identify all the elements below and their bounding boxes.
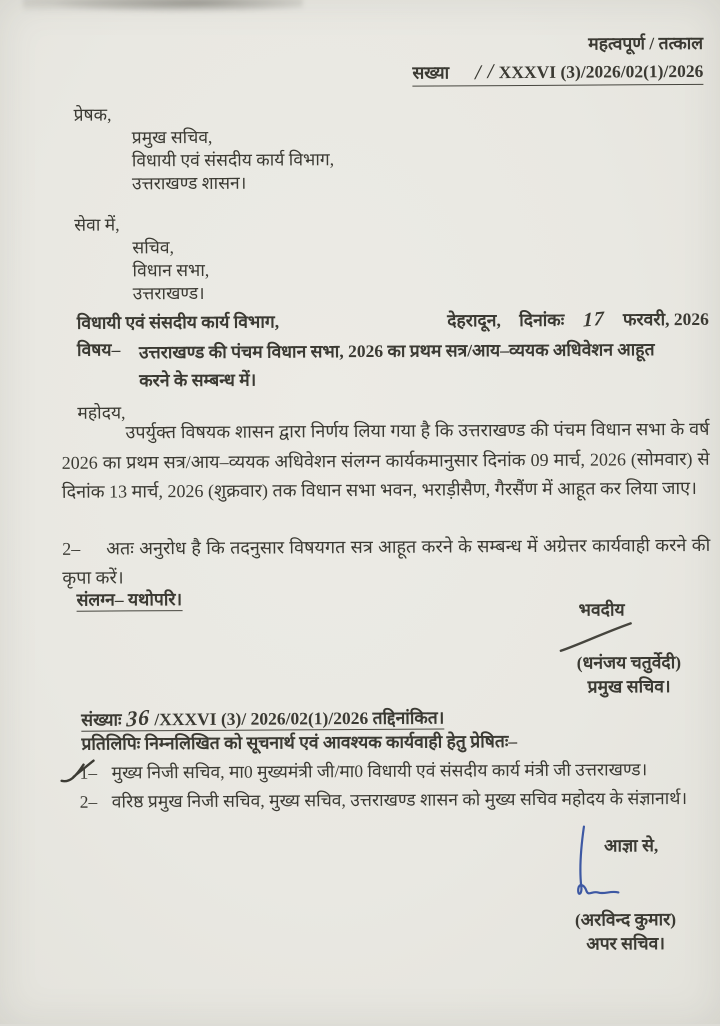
subject-text: उत्तराखण्ड की पंचम विधान सभा, 2026 का प्रथम सत्र/आय–व्ययक अधिवेशन आहूत करने के सम्बन्ध में। xyxy=(139,335,689,394)
sender-block xyxy=(74,102,335,196)
copy-item-1-number xyxy=(80,759,112,787)
copy-reference-number: /XXXVI (3)/ 2026/02(1)/2026 xyxy=(154,708,368,729)
signatory-2-name: (अरविन्द कुमार) xyxy=(532,907,718,932)
reference-label: सख्या xyxy=(412,62,449,82)
by-order-text: आज्ञा से, xyxy=(604,834,718,858)
recipient-line-3: उत्तराखण्ड। xyxy=(133,282,210,305)
top-edge-smudge xyxy=(23,0,303,16)
copy-reference-label: संख्याः xyxy=(81,709,121,729)
priority-marking: महत्वपूर्ण / तत्काल xyxy=(412,32,703,57)
paragraph-2-text: अतः अनुरोध है कि तदनुसार विषयगत सत्र आहूत करने के सम्बन्ध में अग्रेत्तर कार्यवाही करने की कृपा करें। xyxy=(62,535,710,588)
sender-line-1: प्रमुख सचिव, xyxy=(132,125,334,149)
copy-reference-underlined xyxy=(81,707,444,731)
sender-line-3: उत्तराखण्ड शासन। xyxy=(132,171,334,195)
paragraph-2-number: 2– xyxy=(62,539,80,559)
copy-item-1 xyxy=(80,755,708,787)
body-paragraph-2 xyxy=(62,531,710,593)
recipient-line-2: विधान सभा, xyxy=(132,259,209,282)
subject-label: विषय– xyxy=(77,338,139,394)
place: देहरादून, xyxy=(447,310,501,330)
copy-item-2-number xyxy=(80,788,112,816)
date-label: दिनांकः xyxy=(519,310,564,330)
handwritten-slashes: / / xyxy=(475,60,494,85)
copy-item-1-num-text: 1– xyxy=(80,763,98,783)
by-order-block xyxy=(532,826,719,956)
closing-word: भवदीय xyxy=(579,598,625,621)
department-date-line xyxy=(77,308,709,335)
recipient-label: सेवा में, xyxy=(74,213,209,237)
reference-number-line xyxy=(412,60,703,87)
recipient-line-1: सचिव, xyxy=(132,236,209,259)
copy-reference-suffix: तद्दिनांकित। xyxy=(368,707,444,727)
signature-2-icon xyxy=(568,824,629,908)
handwritten-date: 17 xyxy=(583,307,605,332)
sender-label: प्रेषक, xyxy=(74,102,334,127)
signatory-1-block xyxy=(529,650,720,699)
copy-distribution-heading: प्रतिलिपिः निम्नलिखित को सूचनार्थ एवं आवश्यक कार्यवाही हेतु प्रेषितः– xyxy=(81,730,517,756)
signatory-1-title: प्रमुख सचिव। xyxy=(529,674,720,699)
date-rest: फरवरी, 2026 xyxy=(623,309,709,330)
handwritten-copy-number: 36 xyxy=(126,705,150,730)
reference-number: XXXVI (3)/2026/02(1)/2026 xyxy=(499,61,704,82)
copy-item-2-text: वरिष्ठ प्रमुख निजी सचिव, मुख्य सचिव, उत्तराखण्ड शासन को मुख्य सचिव महोदय के संज्ञानार्थ। xyxy=(112,784,708,816)
copy-item-2 xyxy=(80,784,708,816)
salutation: महोदय, xyxy=(77,401,125,424)
letter-header xyxy=(412,32,703,87)
signatory-2-title: अपर सचिव। xyxy=(533,931,719,956)
copy-item-2-num-text: 2– xyxy=(80,792,98,812)
signature-2-stroke xyxy=(568,824,629,914)
enclosure-note xyxy=(76,588,182,612)
copy-reference-line xyxy=(81,704,444,731)
enclosure-text: संलग्न– यथोपरि। xyxy=(76,589,182,612)
body-paragraph-1: उपर्युक्त विषयक शासन द्वारा निर्णय लिया गया है कि उत्तराखण्ड की पंचम विधान सभा के वर्ष 2026 का प्रथम सत्र/आय–व्ययक अधिवेशन संलग्न कार्यकमानुसार दिनांक 09 मार्च, 2026 (सोमवार) से दिनांक 13 मार्च, 2026 (शुक्रवार) तक विधान सभा भवन, भराड़ीसैण, गैरसैंण में आहूत कर लिया जाए। xyxy=(61,415,710,507)
signatory-1-name: (धनंजय चतुर्वेदी) xyxy=(529,650,720,675)
sender-line-2: विधायी एवं संसदीय कार्य विभाग, xyxy=(132,148,334,172)
recipient-block xyxy=(74,213,209,306)
subject-block xyxy=(77,335,689,395)
department-name: विधायी एवं संसदीय कार्य विभाग, xyxy=(77,310,279,334)
copy-item-1-text: मुख्य निजी सचिव, मा0 मुख्यमंत्री जी/मा0 विधायी एवं संसदीय कार्य मंत्री जी उत्तराखण्ड। xyxy=(112,755,708,787)
copy-distribution-list xyxy=(80,755,708,817)
place-and-date xyxy=(433,308,709,333)
